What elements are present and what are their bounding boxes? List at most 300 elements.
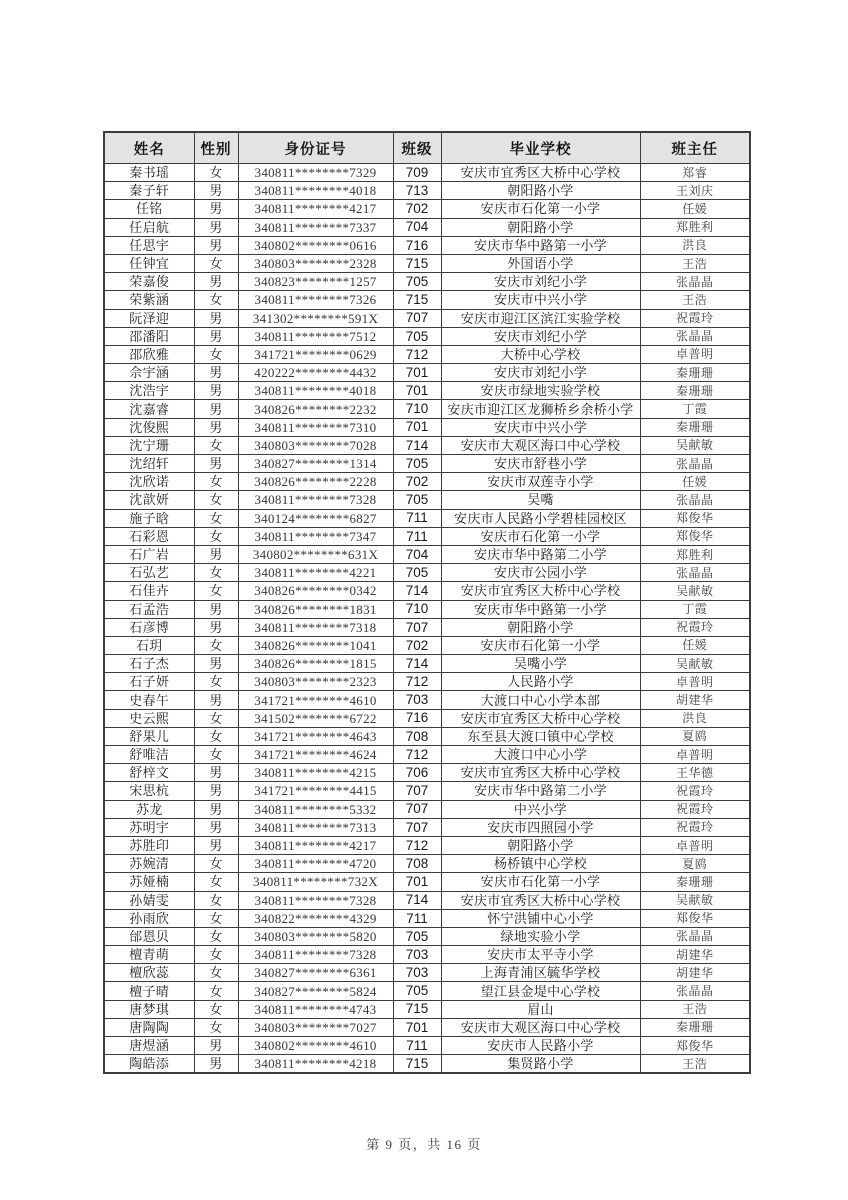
table-row xyxy=(104,873,750,891)
cell-gender: 男 xyxy=(194,600,238,618)
cell-gender: 女 xyxy=(194,291,238,309)
cell-name: 宋思杭 xyxy=(104,782,194,800)
table-row xyxy=(104,218,750,236)
cell-id_number: 340811********4215 xyxy=(238,764,393,782)
cell-gender: 女 xyxy=(194,982,238,1000)
cell-school: 安庆市中兴小学 xyxy=(441,418,640,436)
cell-teacher: 祝霞玲 xyxy=(640,309,750,327)
cell-gender: 女 xyxy=(194,509,238,527)
table-row xyxy=(104,982,750,1000)
cell-school: 安庆市宜秀区大桥中心学校 xyxy=(441,582,640,600)
cell-gender: 女 xyxy=(194,964,238,982)
cell-class: 710 xyxy=(393,600,441,618)
cell-class: 704 xyxy=(393,545,441,563)
table-row xyxy=(104,182,750,200)
cell-school: 安庆市大观区海口中心学校 xyxy=(441,1018,640,1036)
cell-school: 朝阳路小学 xyxy=(441,618,640,636)
cell-teacher: 郑俊华 xyxy=(640,527,750,545)
table-row xyxy=(104,509,750,527)
cell-class: 712 xyxy=(393,673,441,691)
cell-teacher: 胡建华 xyxy=(640,691,750,709)
cell-name: 沈俊熙 xyxy=(104,418,194,436)
column-header-teacher: 班主任 xyxy=(640,132,750,164)
cell-school: 安庆市宜秀区大桥中心学校 xyxy=(441,709,640,727)
table-row xyxy=(104,545,750,563)
cell-id_number: 340811********7329 xyxy=(238,164,393,182)
cell-name: 荣嘉俊 xyxy=(104,273,194,291)
cell-class: 701 xyxy=(393,873,441,891)
cell-name: 沈绍轩 xyxy=(104,455,194,473)
cell-class: 715 xyxy=(393,1055,441,1074)
cell-school: 怀宁洪铺中心小学 xyxy=(441,909,640,927)
table-row xyxy=(104,309,750,327)
table-row xyxy=(104,818,750,836)
cell-name: 苏胜印 xyxy=(104,836,194,854)
cell-school: 望江县金堤中心学校 xyxy=(441,982,640,1000)
table-row xyxy=(104,491,750,509)
cell-id_number: 340811********7347 xyxy=(238,527,393,545)
cell-school: 安庆市华中路第二小学 xyxy=(441,545,640,563)
cell-class: 711 xyxy=(393,527,441,545)
table-row xyxy=(104,800,750,818)
cell-teacher: 张晶晶 xyxy=(640,455,750,473)
cell-id_number: 341721********4415 xyxy=(238,782,393,800)
cell-id_number: 340826********0342 xyxy=(238,582,393,600)
table-row xyxy=(104,655,750,673)
student-roster-table xyxy=(103,131,751,1074)
cell-gender: 男 xyxy=(194,836,238,854)
cell-teacher: 张晶晶 xyxy=(640,564,750,582)
cell-gender: 男 xyxy=(194,273,238,291)
cell-name: 苏娅楠 xyxy=(104,873,194,891)
cell-school: 安庆市人民路小学碧桂园校区 xyxy=(441,509,640,527)
cell-name: 沈歆妍 xyxy=(104,491,194,509)
cell-gender: 男 xyxy=(194,618,238,636)
cell-id_number: 340811********7326 xyxy=(238,291,393,309)
cell-gender: 男 xyxy=(194,764,238,782)
cell-school: 安庆市人民路小学 xyxy=(441,1037,640,1055)
cell-gender: 女 xyxy=(194,345,238,363)
cell-id_number: 340826********2232 xyxy=(238,400,393,418)
cell-teacher: 王浩 xyxy=(640,1055,750,1074)
cell-gender: 男 xyxy=(194,364,238,382)
cell-id_number: 340803********2328 xyxy=(238,254,393,272)
cell-class: 714 xyxy=(393,582,441,600)
cell-name: 任思宇 xyxy=(104,236,194,254)
cell-id_number: 340827********5824 xyxy=(238,982,393,1000)
cell-gender: 男 xyxy=(194,655,238,673)
table-row xyxy=(104,691,750,709)
cell-id_number: 340811********7328 xyxy=(238,891,393,909)
cell-class: 715 xyxy=(393,1000,441,1018)
cell-name: 史云熙 xyxy=(104,709,194,727)
cell-class: 702 xyxy=(393,473,441,491)
cell-name: 佘宇涵 xyxy=(104,364,194,382)
table-row xyxy=(104,200,750,218)
cell-name: 任铭 xyxy=(104,200,194,218)
cell-teacher: 秦珊珊 xyxy=(640,1018,750,1036)
cell-teacher: 郑俊华 xyxy=(640,509,750,527)
cell-school: 安庆市刘纪小学 xyxy=(441,364,640,382)
cell-teacher: 任媛 xyxy=(640,200,750,218)
table-row xyxy=(104,418,750,436)
cell-id_number: 341302********591X xyxy=(238,309,393,327)
cell-school: 安庆市石化第一小学 xyxy=(441,873,640,891)
cell-school: 安庆市迎江区龙狮桥乡余桥小学 xyxy=(441,400,640,418)
cell-school: 东至县大渡口镇中心学校 xyxy=(441,727,640,745)
cell-class: 707 xyxy=(393,818,441,836)
cell-gender: 男 xyxy=(194,182,238,200)
table-row xyxy=(104,1055,750,1074)
cell-gender: 女 xyxy=(194,164,238,182)
cell-school: 安庆市刘纪小学 xyxy=(441,273,640,291)
cell-school: 安庆市华中路第二小学 xyxy=(441,782,640,800)
cell-id_number: 340811********4720 xyxy=(238,855,393,873)
table-row xyxy=(104,1018,750,1036)
cell-gender: 女 xyxy=(194,1000,238,1018)
cell-class: 705 xyxy=(393,564,441,582)
table-row xyxy=(104,327,750,345)
cell-id_number: 340802********631X xyxy=(238,545,393,563)
cell-school: 安庆市双莲寺小学 xyxy=(441,473,640,491)
cell-id_number: 340811********7328 xyxy=(238,946,393,964)
table-row xyxy=(104,582,750,600)
cell-gender: 女 xyxy=(194,873,238,891)
cell-teacher: 郑睿 xyxy=(640,164,750,182)
cell-id_number: 340811********7328 xyxy=(238,491,393,509)
cell-school: 安庆市石化第一小学 xyxy=(441,527,640,545)
cell-school: 朝阳路小学 xyxy=(441,182,640,200)
cell-gender: 男 xyxy=(194,818,238,836)
cell-name: 石弘艺 xyxy=(104,564,194,582)
cell-school: 杨桥镇中心学校 xyxy=(441,855,640,873)
cell-class: 706 xyxy=(393,764,441,782)
cell-class: 711 xyxy=(393,909,441,927)
cell-name: 檀欣蕊 xyxy=(104,964,194,982)
cell-teacher: 张晶晶 xyxy=(640,927,750,945)
cell-school: 大渡口中心小学 xyxy=(441,746,640,764)
roster-body xyxy=(104,164,750,1074)
table-row xyxy=(104,1037,750,1055)
cell-school: 外国语小学 xyxy=(441,254,640,272)
cell-name: 沈宁珊 xyxy=(104,436,194,454)
table-row xyxy=(104,782,750,800)
cell-name: 石彦博 xyxy=(104,618,194,636)
cell-school: 安庆市四照园小学 xyxy=(441,818,640,836)
cell-class: 707 xyxy=(393,800,441,818)
cell-teacher: 吴献敏 xyxy=(640,436,750,454)
cell-name: 任钟宜 xyxy=(104,254,194,272)
table-row xyxy=(104,1000,750,1018)
cell-id_number: 340811********7512 xyxy=(238,327,393,345)
cell-class: 701 xyxy=(393,382,441,400)
table-row xyxy=(104,746,750,764)
cell-school: 朝阳路小学 xyxy=(441,836,640,854)
cell-name: 檀青萌 xyxy=(104,946,194,964)
cell-gender: 女 xyxy=(194,909,238,927)
cell-school: 朝阳路小学 xyxy=(441,218,640,236)
table-row xyxy=(104,891,750,909)
cell-teacher: 张晶晶 xyxy=(640,491,750,509)
table-row xyxy=(104,636,750,654)
cell-id_number: 340826********1815 xyxy=(238,655,393,673)
column-header-school: 毕业学校 xyxy=(441,132,640,164)
cell-school: 安庆市石化第一小学 xyxy=(441,636,640,654)
cell-school: 眉山 xyxy=(441,1000,640,1018)
cell-class: 702 xyxy=(393,200,441,218)
cell-class: 711 xyxy=(393,509,441,527)
cell-id_number: 340811********7318 xyxy=(238,618,393,636)
cell-name: 陶皓添 xyxy=(104,1055,194,1074)
table-row xyxy=(104,836,750,854)
cell-school: 大桥中心学校 xyxy=(441,345,640,363)
cell-name: 檀子晴 xyxy=(104,982,194,1000)
table-row xyxy=(104,291,750,309)
cell-class: 715 xyxy=(393,291,441,309)
cell-gender: 女 xyxy=(194,636,238,654)
cell-gender: 女 xyxy=(194,491,238,509)
cell-id_number: 341721********4643 xyxy=(238,727,393,745)
cell-gender: 女 xyxy=(194,473,238,491)
cell-school: 安庆市公园小学 xyxy=(441,564,640,582)
cell-gender: 男 xyxy=(194,418,238,436)
cell-teacher: 郑胜利 xyxy=(640,545,750,563)
table-row xyxy=(104,382,750,400)
cell-id_number: 340811********5332 xyxy=(238,800,393,818)
cell-gender: 男 xyxy=(194,455,238,473)
cell-school: 上海青浦区毓华学校 xyxy=(441,964,640,982)
cell-class: 704 xyxy=(393,218,441,236)
cell-teacher: 秦珊珊 xyxy=(640,873,750,891)
cell-teacher: 王浩 xyxy=(640,291,750,309)
roster-header xyxy=(104,132,750,164)
cell-id_number: 340811********7313 xyxy=(238,818,393,836)
cell-id_number: 340802********0616 xyxy=(238,236,393,254)
column-header-gender: 性别 xyxy=(194,132,238,164)
cell-teacher: 洪良 xyxy=(640,236,750,254)
cell-teacher: 夏鸥 xyxy=(640,727,750,745)
cell-gender: 男 xyxy=(194,218,238,236)
cell-id_number: 340803********7028 xyxy=(238,436,393,454)
cell-teacher: 洪良 xyxy=(640,709,750,727)
cell-school: 安庆市绿地实验学校 xyxy=(441,382,640,400)
cell-school: 安庆市宜秀区大桥中心学校 xyxy=(441,891,640,909)
cell-id_number: 340822********4329 xyxy=(238,909,393,927)
cell-class: 707 xyxy=(393,618,441,636)
cell-gender: 女 xyxy=(194,436,238,454)
cell-name: 孙婧雯 xyxy=(104,891,194,909)
cell-id_number: 340811********4217 xyxy=(238,200,393,218)
cell-school: 中兴小学 xyxy=(441,800,640,818)
cell-name: 孙雨欣 xyxy=(104,909,194,927)
table-row xyxy=(104,400,750,418)
cell-id_number: 340827********6361 xyxy=(238,964,393,982)
cell-class: 708 xyxy=(393,727,441,745)
cell-class: 701 xyxy=(393,364,441,382)
cell-class: 707 xyxy=(393,309,441,327)
cell-gender: 男 xyxy=(194,382,238,400)
cell-id_number: 340823********1257 xyxy=(238,273,393,291)
cell-class: 714 xyxy=(393,436,441,454)
cell-class: 710 xyxy=(393,400,441,418)
cell-name: 阮泽迎 xyxy=(104,309,194,327)
cell-gender: 女 xyxy=(194,254,238,272)
table-row xyxy=(104,564,750,582)
cell-gender: 女 xyxy=(194,746,238,764)
cell-teacher: 张晶晶 xyxy=(640,327,750,345)
cell-name: 唐梦琪 xyxy=(104,1000,194,1018)
cell-name: 沈嘉睿 xyxy=(104,400,194,418)
cell-name: 秦子轩 xyxy=(104,182,194,200)
table-row xyxy=(104,727,750,745)
cell-class: 712 xyxy=(393,836,441,854)
cell-gender: 男 xyxy=(194,545,238,563)
cell-gender: 女 xyxy=(194,891,238,909)
cell-name: 邵欣雅 xyxy=(104,345,194,363)
table-row xyxy=(104,909,750,927)
table-row xyxy=(104,455,750,473)
cell-gender: 女 xyxy=(194,927,238,945)
cell-name: 邵潘阳 xyxy=(104,327,194,345)
cell-school: 绿地实验小学 xyxy=(441,927,640,945)
table-row xyxy=(104,927,750,945)
cell-name: 邰恩贝 xyxy=(104,927,194,945)
cell-teacher: 吴献敏 xyxy=(640,891,750,909)
cell-id_number: 340811********7337 xyxy=(238,218,393,236)
cell-class: 716 xyxy=(393,236,441,254)
cell-class: 705 xyxy=(393,927,441,945)
cell-teacher: 任媛 xyxy=(640,473,750,491)
cell-teacher: 胡建华 xyxy=(640,946,750,964)
cell-gender: 女 xyxy=(194,527,238,545)
cell-class: 705 xyxy=(393,455,441,473)
cell-school: 安庆市中兴小学 xyxy=(441,291,640,309)
cell-id_number: 340811********4221 xyxy=(238,564,393,582)
cell-name: 石子妍 xyxy=(104,673,194,691)
cell-name: 石广岩 xyxy=(104,545,194,563)
table-row xyxy=(104,855,750,873)
cell-school: 安庆市迎江区滨江实验学校 xyxy=(441,309,640,327)
cell-teacher: 祝霞玲 xyxy=(640,818,750,836)
cell-teacher: 胡建华 xyxy=(640,964,750,982)
cell-class: 703 xyxy=(393,691,441,709)
cell-class: 703 xyxy=(393,946,441,964)
cell-gender: 男 xyxy=(194,309,238,327)
cell-class: 714 xyxy=(393,655,441,673)
cell-id_number: 340811********7310 xyxy=(238,418,393,436)
cell-gender: 男 xyxy=(194,236,238,254)
cell-teacher: 任媛 xyxy=(640,636,750,654)
cell-class: 705 xyxy=(393,327,441,345)
cell-class: 705 xyxy=(393,982,441,1000)
cell-class: 703 xyxy=(393,964,441,982)
cell-class: 714 xyxy=(393,891,441,909)
cell-teacher: 郑俊华 xyxy=(640,909,750,927)
table-row xyxy=(104,473,750,491)
table-row xyxy=(104,946,750,964)
cell-teacher: 秦珊珊 xyxy=(640,364,750,382)
column-header-id-number: 身份证号 xyxy=(238,132,393,164)
cell-name: 舒唯洁 xyxy=(104,746,194,764)
cell-id_number: 341721********0629 xyxy=(238,345,393,363)
column-header-name: 姓名 xyxy=(104,132,194,164)
cell-gender: 男 xyxy=(194,800,238,818)
cell-gender: 男 xyxy=(194,200,238,218)
cell-name: 唐煜涵 xyxy=(104,1037,194,1055)
cell-name: 施子晗 xyxy=(104,509,194,527)
cell-name: 沈欣诺 xyxy=(104,473,194,491)
cell-gender: 女 xyxy=(194,582,238,600)
cell-class: 712 xyxy=(393,746,441,764)
table-row xyxy=(104,964,750,982)
cell-class: 712 xyxy=(393,345,441,363)
cell-id_number: 341502********6722 xyxy=(238,709,393,727)
cell-name: 苏明宇 xyxy=(104,818,194,836)
cell-school: 集贤路小学 xyxy=(441,1055,640,1074)
cell-class: 705 xyxy=(393,273,441,291)
cell-gender: 女 xyxy=(194,709,238,727)
table-row xyxy=(104,164,750,182)
cell-school: 大渡口中心小学本部 xyxy=(441,691,640,709)
cell-school: 安庆市舒巷小学 xyxy=(441,455,640,473)
cell-teacher: 吴献敏 xyxy=(640,582,750,600)
cell-teacher: 郑俊华 xyxy=(640,1037,750,1055)
cell-id_number: 340827********1314 xyxy=(238,455,393,473)
cell-gender: 女 xyxy=(194,855,238,873)
table-row xyxy=(104,345,750,363)
cell-name: 苏龙 xyxy=(104,800,194,818)
cell-gender: 男 xyxy=(194,1037,238,1055)
cell-school: 安庆市太平寺小学 xyxy=(441,946,640,964)
cell-class: 702 xyxy=(393,636,441,654)
table-row xyxy=(104,618,750,636)
table-row xyxy=(104,236,750,254)
cell-school: 安庆市大观区海口中心学校 xyxy=(441,436,640,454)
cell-name: 荣紫涵 xyxy=(104,291,194,309)
cell-teacher: 卓普明 xyxy=(640,673,750,691)
cell-class: 711 xyxy=(393,1037,441,1055)
cell-class: 705 xyxy=(393,491,441,509)
cell-teacher: 丁霞 xyxy=(640,600,750,618)
cell-name: 秦书瑶 xyxy=(104,164,194,182)
table-row xyxy=(104,673,750,691)
cell-name: 任启航 xyxy=(104,218,194,236)
cell-id_number: 340802********4610 xyxy=(238,1037,393,1055)
cell-name: 苏婉清 xyxy=(104,855,194,873)
cell-name: 石彩恩 xyxy=(104,527,194,545)
page-number-footer: 第 9 页，共 16 页 xyxy=(366,1137,482,1152)
table-row xyxy=(104,254,750,272)
cell-class: 708 xyxy=(393,855,441,873)
cell-teacher: 王刘庆 xyxy=(640,182,750,200)
cell-class: 707 xyxy=(393,782,441,800)
cell-teacher: 夏鸥 xyxy=(640,855,750,873)
cell-id_number: 341721********4624 xyxy=(238,746,393,764)
cell-school: 安庆市宜秀区大桥中心学校 xyxy=(441,164,640,182)
cell-id_number: 340803********2323 xyxy=(238,673,393,691)
cell-gender: 男 xyxy=(194,782,238,800)
cell-teacher: 祝霞玲 xyxy=(640,800,750,818)
cell-teacher: 祝霞玲 xyxy=(640,782,750,800)
cell-name: 沈浩宇 xyxy=(104,382,194,400)
table-row xyxy=(104,436,750,454)
cell-gender: 女 xyxy=(194,564,238,582)
cell-id_number: 340124********6827 xyxy=(238,509,393,527)
cell-name: 唐陶陶 xyxy=(104,1018,194,1036)
cell-id_number: 340803********5820 xyxy=(238,927,393,945)
cell-name: 石子杰 xyxy=(104,655,194,673)
cell-id_number: 340811********4217 xyxy=(238,836,393,854)
